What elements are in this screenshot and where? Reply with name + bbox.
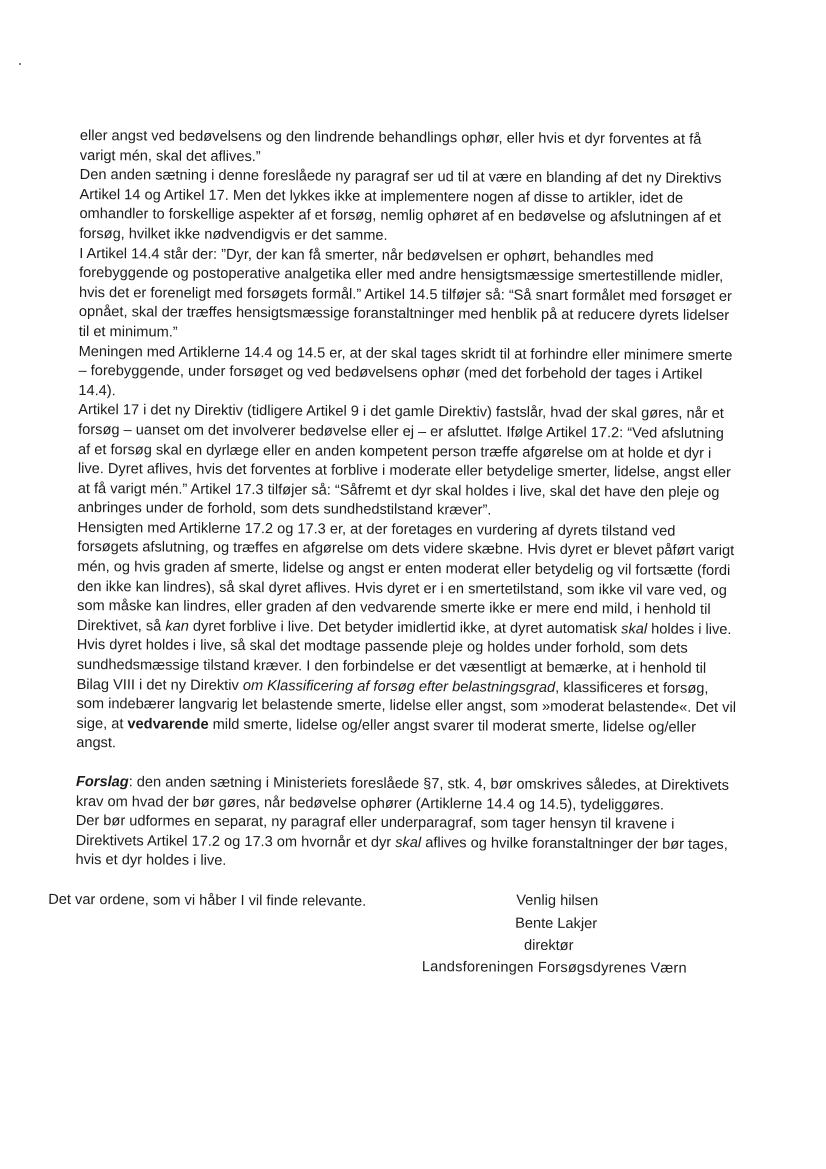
text-run: Der bør udformes en separat, ny paragraf eller underparagraf, som tager hensyn til kravene i Direktivets Artikel 17.2 og 17.3 om hvornår et dyr [75,813,675,851]
italic-run: skal [621,621,648,638]
paragraph [80,127,740,170]
closing-sentence: Det var ordene, som vi håber I vil finde relevante. [48,891,367,910]
scan-speck [19,63,21,65]
signature-greeting: Venlig hilsen [516,892,599,910]
text-run: holdes i live. Hvis dyret holdes i live, så skal det modtage passende pleje og holdes under forhold, som dets sundhedsmæssige tilstand kræver. I den forbindelse er det væsentligt at bemærke, at i henhold til Bilag VIII i det ny Direktiv [76,621,732,694]
signature-title: direktør [523,937,574,954]
signature-name: Bente Lakjer [515,915,598,933]
italic-run: kan [165,618,189,635]
paragraph [75,812,735,875]
italic-run: skal [395,834,422,851]
text-run: , klassificeres et forsøg, som indebærer langvarig let belastende smerte, lidelse eller angst, som »moderat belastende«. Det vil sige, at [76,679,737,733]
paragraph [79,166,739,248]
text-run: Hensigten med Artiklerne 17.2 og 17.3 er, at der foretages en vurdering af dyrets tilstand ved forsøgets afslutning, og træffes en afgørelse om dets videre skæbne. Hvis dyret er blevet påført varigt mén, og hvis graden af smerte, lidelse og angst er enten moderat eller betydelig og vil fortsætte (fordi den ikke kan lindres), så skal dyret aflives. Hvis dyret er i en smertetilstand, som ikke vil vare ved, og som måske kan lindres, eller graden af den vedvarende smerte ikke er mere end mild, i henhold til Direktivet, så [76,519,735,635]
bold-run: vedvarende [127,716,209,733]
paragraph [78,343,738,406]
paragraph [76,519,737,758]
sign-off [48,891,736,1005]
paragraph [76,773,736,816]
paragraph [79,245,740,347]
text-run: aflives og hvilke foranstaltninger der bør tages, hvis et dyr holdes i live. [75,834,728,870]
proposal-label-text: Forslag [75,773,129,791]
proposal-label [76,774,129,790]
text-run: Meningen med Artiklerne 14.4 og 14.5 er, at der skal tages skridt til at forhindre eller minimere smerte – forebyggende, under forsøget og ved bedøvelsens ophør (med det forbehold der tages i Artikel 14.4). [78,343,733,399]
text-run: mild smerte, lidelse og/eller angst svarer til moderat smerte, lidelse og/eller angst. [76,716,697,752]
text-run: : den anden sætning i Ministeriets foreslåede §7, stk. 4, bør omskrives således, at Direktivets krav om hvad der bør gøres, når bedøvelse ophører (Artiklerne 14.4 og 14.5), tydeliggøres. [75,774,729,814]
text-run: Artikel 17 i det ny Direktiv (tidligere Artikel 9 i det gamle Direktiv) fastslår, hvad der skal gøres, når et forsøg – uanset om det involverer bedøvelse eller ej – er afsluttet. Ifølge Artikel 17.2: “Ved afslutning af et forsøg skal en dyrlæge eller en anden kompetent person træffe afgørelse om at holde et dyr i live. Dyret aflives, hvis det forventes at forblive i moderate eller betydelige smerter, lidelse, angst eller at få varigt mén.” Artikel 17.3 tilføjer så: “Såfremt et dyr skal holdes i live, skal det have den pleje og anbringes under de forhold, som dets sundhedstilstand kræver”. [77,402,731,519]
text-run: I Artikel 14.4 står der: ”Dyr, der kan få smerter, når bedøvelsen er ophørt, behandles med forebyggende og postoperative analgetika eller med andre hensigtsmæssige smertestillende midler, hvis det er foreneligt med forsøgets formål.” Artikel 14.5 tilføjer så: “Så snart formålet med forsøget er opnået, skal der træffes hensigtsmæssige foranstaltninger med henblik på at reducere dyrets lidelser til et minimum.” [78,245,732,341]
text-run: Den anden sætning i denne foreslåede ny paragraf ser ud til at være en blanding af det ny Direktivs Artikel 14 og Artikel 17. Men det lykkes ikke at implementere nogen af disse to artikler, idet de omhandler to forskellige aspekter af et forsøg, nemlig ophøret af en bedøvelse og afslutningen af et forsøg, hvilket ikke nødvendigvis er det samme. [79,167,722,244]
paragraph-list [75,127,740,875]
paragraph [78,401,739,523]
italic-run: om Klassificering af forsøg efter belastningsgrad [242,677,556,696]
text-run: eller angst ved bedøvelsens og den lindrende behandlings ophør, eller hvis et dyr forventes at få varigt mén, skal det aflives.” [79,127,702,165]
signature-organization: Landsforeningen Forsøgsdyrenes Værn [421,959,687,977]
text-run: dyret forblive i live. Det betyder imidlertid ikke, at dyret automatisk [188,618,622,638]
letter-body [48,127,740,1005]
